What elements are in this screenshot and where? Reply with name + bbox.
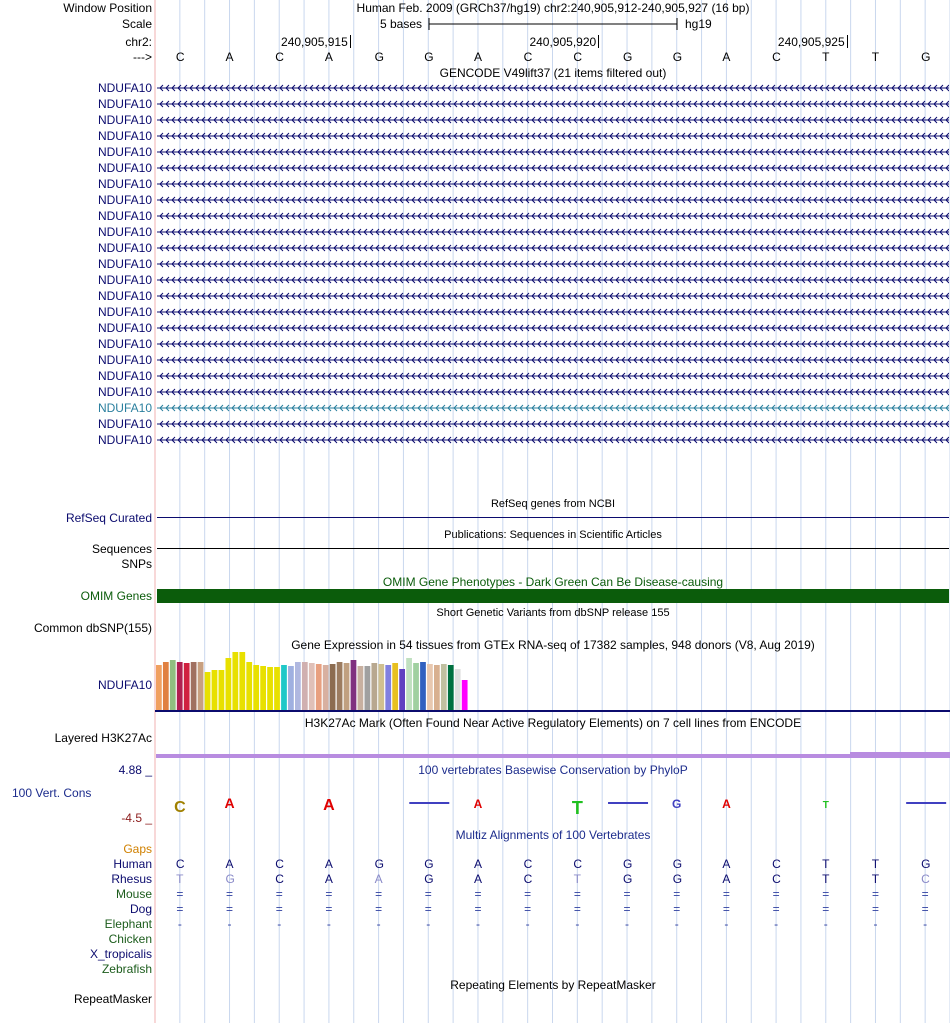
- gtex-title: Gene Expression in 54 tissues from GTEx RNA-seq of 17382 samples, 948 donors (V8, Aug 2019): [291, 638, 815, 652]
- gencode-row-label[interactable]: NDUFA10: [97, 337, 152, 351]
- alignment-base: C: [772, 857, 781, 871]
- alignment-base: -: [923, 917, 928, 931]
- alignment-base: -: [774, 917, 779, 931]
- alignment-base: A: [324, 872, 333, 886]
- alignment-base: A: [324, 857, 333, 871]
- gtex-tissue-bar[interactable]: [309, 663, 315, 710]
- refseq-title: RefSeq genes from NCBI: [490, 498, 616, 510]
- alignment-base: A: [722, 872, 731, 886]
- alignment-base: =: [673, 902, 681, 916]
- gtex-tissue-bar[interactable]: [219, 670, 225, 710]
- alignment-base: A: [473, 857, 482, 871]
- scale-bar: [428, 16, 680, 32]
- gtex-tissue-bar[interactable]: [253, 665, 259, 710]
- scale-assembly: hg19: [685, 17, 712, 31]
- phylop-max: 4.88 _: [118, 763, 152, 777]
- alignment-base: G: [623, 872, 633, 886]
- base-letter: C: [275, 50, 284, 64]
- gtex-tissue-bar[interactable]: [288, 666, 294, 710]
- gencode-transcript-line[interactable]: [157, 83, 949, 93]
- gtex-tissue-bar[interactable]: [246, 662, 252, 710]
- base-letter: C: [573, 50, 583, 64]
- gtex-tissue-bar[interactable]: [378, 664, 384, 710]
- base-letter: T: [822, 50, 830, 64]
- alignment-base: =: [424, 887, 432, 901]
- alignment-base: =: [375, 902, 383, 916]
- gtex-tissue-bar[interactable]: [295, 662, 301, 710]
- repeatmasker-label[interactable]: RepeatMasker: [73, 992, 152, 1006]
- alignment-base: -: [674, 917, 679, 931]
- alignment-base: T: [573, 872, 582, 886]
- alignment-base: =: [871, 887, 879, 901]
- gencode-row-label[interactable]: NDUFA10: [97, 81, 152, 95]
- gencode-transcript-line[interactable]: [157, 147, 949, 157]
- dbsnp-title: Short Genetic Variants from dbSNP release 155: [436, 607, 670, 619]
- gencode-transcript-line[interactable]: [157, 275, 949, 285]
- base-letter: C: [175, 50, 185, 64]
- species-label[interactable]: Mouse: [115, 887, 152, 901]
- alignment-base: G: [424, 872, 434, 886]
- alignment-base: A: [374, 872, 383, 886]
- alignment-base: =: [375, 887, 383, 901]
- phylop-logo-a: A: [722, 797, 731, 811]
- base-letter: G: [921, 50, 931, 64]
- gencode-transcript-line[interactable]: [157, 435, 949, 445]
- phylop-logo-a: A: [224, 796, 235, 811]
- gencode-transcript-line[interactable]: [157, 387, 949, 397]
- species-label[interactable]: Chicken: [108, 932, 152, 946]
- alignment-base: =: [226, 902, 234, 916]
- h3k27ac-label[interactable]: Layered H3K27Ac: [54, 731, 152, 745]
- gaps-label: Gaps: [123, 842, 152, 856]
- phylop-bar: [409, 802, 449, 804]
- species-label[interactable]: Dog: [129, 902, 152, 916]
- alignment-base: =: [474, 887, 482, 901]
- coord-tick-label: 240,905,925: [777, 35, 845, 49]
- gtex-tissue-bar[interactable]: [170, 660, 176, 710]
- scale-label: Scale: [121, 17, 152, 31]
- gtex-tissue-bar[interactable]: [330, 664, 336, 710]
- species-label[interactable]: Elephant: [104, 917, 152, 931]
- gencode-row-label[interactable]: NDUFA10: [97, 305, 152, 319]
- phylop-logo-a: A: [323, 797, 335, 814]
- coord-tick-label: 240,905,915: [281, 35, 348, 49]
- alignment-base: G: [672, 872, 683, 886]
- gtex-tissue-bar[interactable]: [184, 663, 190, 710]
- coord-tick-mark: [847, 35, 848, 48]
- gencode-transcript-line[interactable]: [157, 307, 949, 317]
- gencode-transcript-line[interactable]: [157, 163, 949, 173]
- gtex-tissue-bar[interactable]: [371, 663, 377, 710]
- base-letter: A: [473, 50, 482, 64]
- phylop-bar: [608, 802, 648, 804]
- h3k27ac-signal: [156, 750, 950, 760]
- snps-label[interactable]: SNPs: [121, 557, 152, 571]
- gencode-transcript-line[interactable]: [157, 243, 949, 253]
- alignment-base: G: [672, 857, 683, 871]
- alignment-base: -: [575, 917, 580, 931]
- base-letter: G: [424, 50, 434, 64]
- alignment-base: -: [177, 917, 182, 931]
- refseq-label[interactable]: RefSeq Curated: [65, 511, 152, 525]
- gencode-transcript-line[interactable]: [157, 195, 949, 205]
- base-letter: T: [871, 50, 880, 64]
- gencode-row-label[interactable]: NDUFA10: [97, 257, 152, 271]
- alignment-base: =: [722, 902, 730, 916]
- gtex-tissue-bar[interactable]: [420, 662, 426, 710]
- base-letter: A: [722, 50, 731, 64]
- gtex-tissue-bar[interactable]: [448, 665, 454, 710]
- gencode-row-label[interactable]: NDUFA10: [97, 273, 152, 287]
- gtex-tissue-bar[interactable]: [406, 658, 412, 710]
- gtex-tissue-bar[interactable]: [441, 664, 447, 710]
- alignment-base: =: [573, 887, 581, 901]
- alignment-base: =: [275, 887, 283, 901]
- gtex-gene-label[interactable]: NDUFA10: [97, 678, 152, 692]
- gencode-row-label[interactable]: NDUFA10: [97, 385, 152, 399]
- phylop-logo-a: A: [473, 797, 483, 811]
- gencode-transcript-line[interactable]: [157, 99, 949, 109]
- gtex-tissue-bar[interactable]: [399, 669, 405, 710]
- gencode-row-label[interactable]: NDUFA10: [97, 177, 152, 191]
- coord-tick-mark: [350, 35, 351, 48]
- alignment-base: G: [921, 857, 931, 871]
- gencode-transcript-line[interactable]: [157, 115, 949, 125]
- alignment-base: =: [176, 902, 184, 916]
- alignment-base: G: [225, 872, 235, 886]
- dbsnp-label[interactable]: Common dbSNP(155): [33, 621, 152, 635]
- alignment-base: -: [326, 917, 331, 931]
- alignment-base: =: [871, 902, 879, 916]
- gencode-transcript-line[interactable]: [157, 419, 949, 429]
- gtex-tissue-bar[interactable]: [413, 663, 419, 710]
- alignment-base: =: [772, 902, 780, 916]
- phylop-label[interactable]: 100 Vert. Cons: [12, 786, 92, 800]
- alignment-base: =: [474, 902, 482, 916]
- gtex-tissue-bar[interactable]: [365, 666, 371, 710]
- base-letter: C: [772, 50, 781, 64]
- gtex-tissue-bar[interactable]: [267, 667, 273, 710]
- gencode-transcript-line[interactable]: [157, 371, 949, 381]
- alignment-base: =: [325, 887, 333, 901]
- alignment-base: =: [325, 902, 333, 916]
- phylop-logo-c: C: [174, 799, 186, 816]
- alignment-base: =: [921, 902, 929, 916]
- window-position-value: Human Feb. 2009 (GRCh37/hg19) chr2:240,905,912-240,905,927 (16 bp): [356, 1, 750, 15]
- alignment-base: C: [523, 857, 533, 871]
- gtex-tissue-bar[interactable]: [351, 660, 357, 710]
- alignment-base: -: [277, 917, 282, 931]
- alignment-base: =: [623, 902, 631, 916]
- repeatmasker-title: Repeating Elements by RepeatMasker: [450, 978, 656, 992]
- gencode-row-label[interactable]: NDUFA10: [97, 97, 152, 111]
- gencode-row-label[interactable]: NDUFA10: [97, 129, 152, 143]
- gencode-transcript-line[interactable]: [157, 259, 949, 269]
- phylop-logo-track: [156, 796, 950, 820]
- gtex-tissue-bar[interactable]: [434, 665, 440, 710]
- window-position-label: Window Position: [63, 1, 152, 15]
- species-label[interactable]: Human: [113, 857, 152, 871]
- gtex-tissue-bar[interactable]: [156, 665, 162, 710]
- gtex-tissue-bar[interactable]: [274, 667, 280, 710]
- alignment-base: =: [623, 887, 631, 901]
- gtex-tissue-bar[interactable]: [455, 669, 461, 710]
- gencode-row-label[interactable]: NDUFA10: [97, 401, 152, 415]
- alignment-base: T: [822, 857, 830, 871]
- omim-bar[interactable]: [157, 589, 949, 603]
- gencode-row-label[interactable]: NDUFA10: [97, 369, 152, 383]
- alignment-base: C: [523, 872, 533, 886]
- phylop-title: 100 vertebrates Basewise Conservation by PhyloP: [418, 763, 688, 777]
- alignment-base: G: [374, 857, 384, 871]
- gencode-row-label[interactable]: NDUFA10: [97, 241, 152, 255]
- gtex-tissue-bar[interactable]: [226, 658, 232, 710]
- base-letter: A: [324, 50, 333, 64]
- alignment-base: =: [176, 887, 184, 901]
- gtex-tissue-bar[interactable]: [198, 662, 204, 710]
- publications-title: Publications: Sequences in Scientific Articles: [444, 529, 662, 541]
- alignment-base: A: [473, 872, 482, 886]
- chr-label: chr2:: [125, 35, 152, 49]
- gtex-tissue-bar[interactable]: [323, 665, 329, 710]
- gtex-tissue-bar[interactable]: [385, 665, 391, 710]
- gencode-transcript-line[interactable]: [157, 227, 949, 237]
- gencode-transcript-line[interactable]: [157, 211, 949, 221]
- gencode-row-label[interactable]: NDUFA10: [97, 225, 152, 239]
- alignment-base: -: [873, 917, 878, 931]
- base-letter: A: [225, 50, 234, 64]
- coord-tick-label: 240,905,920: [529, 35, 597, 49]
- gtex-tissue-bar[interactable]: [163, 662, 169, 710]
- base-letter: C: [523, 50, 533, 64]
- alignment-base: =: [573, 902, 581, 916]
- gencode-row-label[interactable]: NDUFA10: [97, 193, 152, 207]
- phylop-logo-t: T: [571, 798, 583, 818]
- alignment-base: =: [524, 887, 532, 901]
- alignment-base: C: [573, 857, 583, 871]
- coord-tick-mark: [598, 35, 599, 48]
- species-label[interactable]: Rhesus: [111, 872, 152, 886]
- gtex-tissue-bar[interactable]: [462, 680, 468, 710]
- omim-title: OMIM Gene Phenotypes - Dark Green Can Be Disease-causing: [382, 575, 724, 589]
- alignment-base: =: [822, 887, 830, 901]
- refseq-line: [157, 517, 949, 518]
- alignment-base: =: [424, 902, 432, 916]
- alignment-base: -: [724, 917, 729, 931]
- h3k27ac-title: H3K27Ac Mark (Often Found Near Active Regulatory Elements) on 7 cell lines from ENCODE: [304, 716, 802, 730]
- gencode-transcript-line[interactable]: [157, 291, 949, 301]
- alignment-base: =: [921, 887, 929, 901]
- alignment-base: =: [226, 887, 234, 901]
- multiz-title: Multiz Alignments of 100 Vertebrates: [455, 828, 651, 842]
- phylop-logo-g: G: [672, 797, 682, 811]
- alignment-base: =: [822, 902, 830, 916]
- gencode-row-label[interactable]: NDUFA10: [97, 289, 152, 303]
- gtex-tissue-bar[interactable]: [316, 664, 322, 710]
- alignment-base: -: [823, 917, 828, 931]
- gencode-row-label[interactable]: NDUFA10: [97, 321, 152, 335]
- species-label[interactable]: X_tropicalis: [89, 947, 152, 961]
- alignment-base: C: [275, 857, 284, 871]
- alignment-base: C: [921, 872, 930, 886]
- alignment-base: T: [822, 872, 830, 886]
- alignment-base: C: [175, 857, 185, 871]
- alignment-base: =: [524, 902, 532, 916]
- gencode-transcript-line[interactable]: [157, 323, 949, 333]
- phylop-logo-t: T: [822, 800, 829, 811]
- gencode-row-label[interactable]: NDUFA10: [97, 161, 152, 175]
- alignment-base: A: [225, 857, 234, 871]
- alignment-base: -: [376, 917, 381, 931]
- base-letter: G: [374, 50, 384, 64]
- gencode-transcript-line[interactable]: [157, 355, 949, 365]
- alignment-base: =: [722, 887, 730, 901]
- phylop-bar: [906, 802, 946, 804]
- gtex-tissue-bar[interactable]: [337, 662, 343, 710]
- alignment-base: -: [227, 917, 232, 931]
- alignment-base: =: [275, 902, 283, 916]
- gencode-title: GENCODE V49lift37 (21 items filtered out): [439, 66, 667, 80]
- alignment-base: T: [871, 857, 880, 871]
- gtex-tissue-bar[interactable]: [344, 663, 350, 710]
- omim-label[interactable]: OMIM Genes: [80, 589, 152, 603]
- sequences-label[interactable]: Sequences: [91, 542, 152, 556]
- base-letter: G: [623, 50, 633, 64]
- gtex-tissue-bar[interactable]: [358, 666, 364, 710]
- gtex-tissue-bar[interactable]: [281, 665, 287, 710]
- gencode-row-label[interactable]: NDUFA10: [97, 433, 152, 447]
- strand-label: --->: [133, 50, 152, 64]
- publications-line: [157, 548, 949, 549]
- gencode-transcript-line[interactable]: [157, 131, 949, 141]
- gencode-row-label[interactable]: NDUFA10: [97, 145, 152, 159]
- alignment-base: -: [525, 917, 530, 931]
- alignment-base: -: [625, 917, 630, 931]
- gencode-row-label[interactable]: NDUFA10: [97, 353, 152, 367]
- alignment-base: -: [426, 917, 431, 931]
- alignment-base: T: [871, 872, 880, 886]
- alignment-base: C: [275, 872, 284, 886]
- alignment-base: -: [475, 917, 480, 931]
- gtex-tissue-bar[interactable]: [302, 662, 308, 710]
- alignment-base: T: [176, 872, 184, 886]
- species-label[interactable]: Zebrafish: [101, 962, 152, 976]
- gencode-row-label[interactable]: NDUFA10: [97, 417, 152, 431]
- gencode-row-label[interactable]: NDUFA10: [97, 113, 152, 127]
- gencode-row-label[interactable]: NDUFA10: [97, 209, 152, 223]
- gtex-bar-chart[interactable]: [155, 650, 950, 714]
- gtex-tissue-bar[interactable]: [427, 664, 433, 710]
- scale-bar-text: 5 bases: [380, 17, 423, 31]
- gtex-tissue-bar[interactable]: [177, 662, 183, 710]
- alignment-base: C: [772, 872, 781, 886]
- gencode-transcript-line[interactable]: [157, 339, 949, 349]
- phylop-min: -4.5 _: [121, 811, 152, 825]
- gtex-tissue-bar[interactable]: [212, 670, 218, 710]
- gtex-tissue-bar[interactable]: [392, 663, 398, 710]
- alignment-base: =: [673, 887, 681, 901]
- alignment-base: =: [772, 887, 780, 901]
- base-letter: G: [672, 50, 683, 64]
- gtex-tissue-bar[interactable]: [205, 672, 211, 710]
- gtex-tissue-bar[interactable]: [232, 652, 238, 710]
- gtex-tissue-bar[interactable]: [260, 666, 266, 710]
- gtex-tissue-bar[interactable]: [239, 652, 245, 710]
- alignment-base: A: [722, 857, 731, 871]
- alignment-base: G: [424, 857, 434, 871]
- gtex-tissue-bar[interactable]: [191, 662, 197, 710]
- gencode-transcript-line[interactable]: [157, 179, 949, 189]
- gencode-transcript-line[interactable]: [157, 403, 949, 413]
- alignment-base: G: [623, 857, 633, 871]
